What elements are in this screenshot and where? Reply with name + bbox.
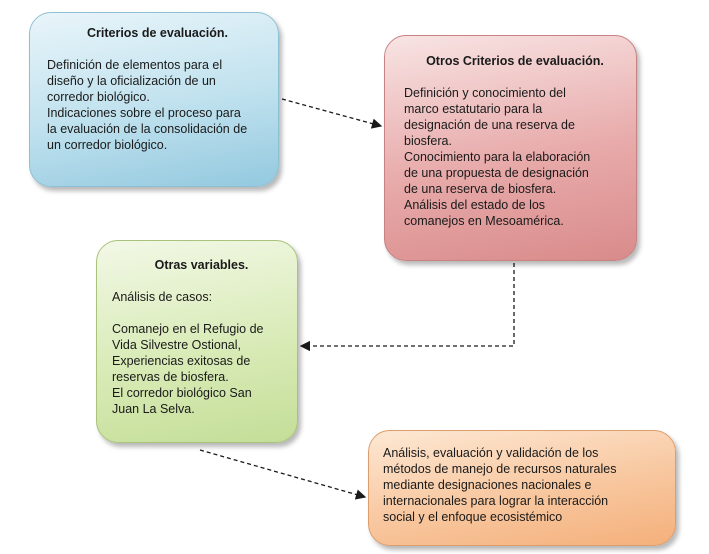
other-criteria-box [384,35,637,261]
other-criteria-line: comanejos en Mesoamérica. [404,214,564,228]
case-line: Comanejo en el Refugio de [112,322,264,336]
other-criteria-line: marco estatutario para la [404,102,543,116]
other-criteria-line: de una propuesta de designación [404,166,589,180]
other-variables-box [96,240,298,443]
other-criteria-line: designación de una reserva de [404,118,575,132]
analysis-line: Análisis, evaluación y validación de los [383,446,599,460]
arrow-box1-to-box2 [282,99,381,126]
arrow-box3-to-box4 [200,450,365,497]
other-criteria-line: Análisis del estado de los [404,198,546,212]
criteria-line: Definición de elementos para el [47,58,223,72]
other-criteria-line: Conocimiento para la elaboración [404,150,591,164]
other-criteria-title: Otros Criterios de evaluación. [426,54,604,68]
case-line: reservas de biosfera. [112,370,229,384]
analysis-line: social y el enfoque ecosistémico [383,510,563,524]
analysis-line: mediante designaciones nacionales e [383,478,592,492]
other-criteria-line: de una reserva de biosfera. [404,182,557,196]
case-line: Vida Silvestre Ostional, [112,338,241,352]
criteria-line: un corredor biológico. [47,138,168,152]
criteria-line: Indicaciones sobre el proceso para [47,106,241,120]
criteria-line: la evaluación de la consolidación de [47,122,248,136]
criteria-line: corredor biológico. [47,90,150,104]
case-line: Juan La Selva. [112,402,195,416]
case-line: El corredor biológico San [112,386,252,400]
criteria-title: Criterios de evaluación. [86,26,229,40]
other-criteria-line: Definición y conocimiento del [404,86,566,100]
case-analysis-label: Análisis de casos: [112,290,213,304]
other-criteria-line: biosfera. [404,134,452,148]
criteria-box [29,12,279,187]
analysis-line: métodos de manejo de recursos naturales [383,462,617,476]
analysis-line: internacionales para lograr la interacción [383,494,609,508]
other-variables-title: Otras variables. [154,258,249,272]
arrow-box2-to-box3 [301,263,514,346]
criteria-line: diseño y la oficialización de un [47,74,216,88]
analysis-box [368,430,676,546]
case-line: Experiencias exitosas de [112,354,251,368]
